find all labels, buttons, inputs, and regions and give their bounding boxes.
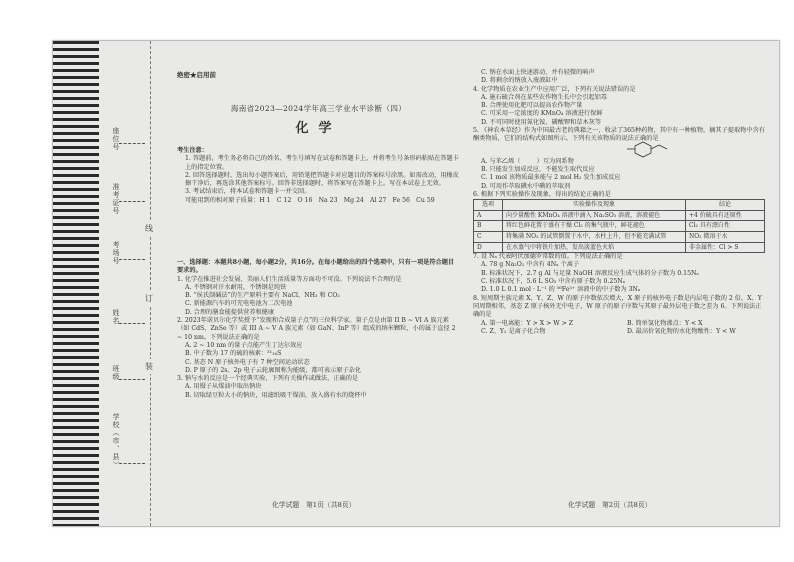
option: B. 只能发生加成反应，不能发生取代反应 [481,165,595,173]
cut-line [150,41,151,526]
option: B. 切取绿豆粒大小的钠块，用滤纸吸干煤油，放入盛有水的烧杯中 [185,391,367,399]
notice-heading: 考生注意： [177,147,208,154]
molecule-structure-icon [623,140,683,158]
notice-item: 1. 答题前，考生务必将自己的姓名、考生号填写在试卷和答题卡上，并将考生号条形码粘贴在答题卡上的指定位置。 [185,155,459,171]
option: D. 可用作萃取碘水中碘的萃取剂 [481,182,571,190]
question-3-stem: 3. 钠与水的反应是一个经典实验，下列有关操作或做法，正确的是 [177,375,359,383]
field-exam-id: 准考证号 [112,183,120,215]
field-name: 姓名 [112,309,120,325]
question-8-stem: 8. 短周期主族元素 X、Y、Z、W 的原子序数依次增大，X 原子的核外电子数是内层电子数的 2 倍，X、Y 同周期相邻，基态 Z 原子核外无中电子，W 原子的原子序数与其原子最外层电子数之差为 6。下列说法正确的是 [473,294,762,319]
notice-item: 3. 考试结束后，将本试卷和答题卡一并交回。 [185,188,311,196]
option: A. 用镊子从煤油中取出钠块 [185,383,262,391]
question-1-stem: 1. 化学在推进社会发展、美丽人们生活质量等方面功不可没。下列说法不合理的是 [177,275,402,283]
secret-label: 绝密★启用前 [177,71,216,79]
question-5-stem: 5. 《神农本草经》作为中国最古老的典籍之一，收录了365种药物，其中有一种植物，摘其子提取物中含有酮类物质，它们的结构式如图所示。下列有关该物质的说法正确的是 [473,127,765,143]
option: B. 标准状况下，2.7 g Al 与足量 NaOH 溶液反应生成气体的分子数为 0.15Nₐ [481,269,699,277]
subject-title: 化学 [295,121,342,136]
table-row: B 将红色鲜花置于盛有干燥 Cl₂ 的集气瓶中，鲜花褪色 Cl₂ 具有漂白性 [474,221,765,232]
option: D. 将剩余的钠放入废液缸中 [481,77,558,85]
option: D. 1.0 L 0.1 mol · L⁻¹ 的 ⁵⁶Fe³⁺ 溶液中的中子数为 3Nₐ [481,286,641,294]
table-row: C 将集满 NO₂ 的试管倒置于水中，水柱上升，但不能充满试管 NO₂ 微溶于水 [474,231,765,242]
option: B. 简单氢化物沸点：Y < X [627,319,703,327]
binding-stripes [53,41,99,526]
option: B. “侯氏制碱法”的生产原料主要有 NaCl、NH₃ 和 CO₂ [185,292,340,300]
table-row: D 在水蒸气中将铁片加热，发出淡蓝色火焰 非金属性：Cl > S [474,242,765,253]
option: D. 合理的膳食能提供营养和健康 [185,308,275,316]
cut-word-fix: 装 [145,359,153,374]
option: D. P 原子的 2s、2p 电子云轮廓图称为能级，都可表示原子杂化 [185,366,362,374]
experiment-table [473,199,765,253]
paper-title: 海南省2023—2024学年高三学业水平诊断（四） [230,104,407,113]
notice [177,147,460,205]
option: A. 与苯乙烯（ ）互为同系物 [481,157,574,165]
option: C. 钠在水面上快速游动，并有轻微的响声 [481,69,595,76]
table-header: 选项 实验操作及现象 结论 [474,200,765,211]
structure-figure [473,144,765,158]
option: C. 基态 N 原子核外电子有 7 种空间运动状态 [185,358,310,366]
notice-item: 可能用到的相对原子质量：H 1 C 12 O 16 Na 23 Mg 24 Al 27 Fe 56 Cu 59 [185,196,435,204]
notice-item: 2. 回答选择题时，选出每小题答案后，用铅笔把答题卡对应题目的答案标号涂黑。如需改动，用橡皮擦干净后，再选涂其他答案标号。回答非选择题时，将答案写在答题卡上。写在本试卷上无效。 [185,171,459,188]
exam-sheet [52,40,780,527]
option: B. 中子数为 17 的硫的核素：³¹₁₆S [185,350,282,358]
cut-word-line: 线 [145,221,153,236]
table-row: A 向少量酸性 KMnO₄ 溶液中滴入 Na₂SO₃ 溶液，溶液褪色 +4 价硫具有还原性 [474,210,765,221]
field-class: 班级 [112,365,120,381]
option: C. 新能源汽车的可充电电池为二次电池 [185,300,293,308]
question-2-stem: 2. 2023年诺贝尔化学奖授予“发现和合成量子点”的三位科学家。量子点是由第 II B ~ VI A 族元素（如 CdS、ZnSe 等）或 III A ~ V A 族元素（如 GaN、InP 等）组成的纳米颗粒，小的属于直径 2 ~ 10 nm。下列说法正确的是 [177,317,456,341]
question-7-stem: 7. 设 Nₐ 代表阿伏加德罗常数的值。下列说法正确的是 [473,253,623,261]
option: D. 最高价氧化物的水化物酸性：Y < W [627,327,736,335]
page-footer: 化学试题 第1页（共8页） [272,501,356,509]
option: A. 施石硫合剂在某些农作物生长中会引起铝毒 [481,93,607,101]
section-heading: 一、选择题：本题共8小题，每小题2分，共16分。在每小题给出的四个选项中，只有一项是符合题目要求的。 [177,259,455,275]
option: C. Z、Y₂ 是离子化合物 [481,327,546,335]
cut-word-bind: 订 [145,291,153,306]
option: A. 2 ~ 10 nm 的量子点能产生丁达尔效应 [185,341,303,349]
question-6-stem: 6. 根据下列实验操作及现象，得出的结论正确的是 [473,190,611,198]
option: C. 1 mol 该物质最多能与 2 mol H₂ 发生加成反应 [481,174,621,182]
question-4-stem: 4. 化学物质在农业生产中应用广泛，下列有关说法错误的是 [473,85,636,93]
page-footer: 化学试题 第2页（共8页） [568,501,652,509]
field-school: 学校（市、县） [112,413,120,469]
option: A. 不锈钢对汗水耐用，不锈钢是纯铁 [185,283,287,291]
option: C. 可采用一定浓度的 KMnO₄ 溶液进行保鲜 [481,110,603,118]
right-content [473,69,765,336]
option: C. 标准状况下，5.6 L SO₃ 中含有原子数为 0.25Nₐ [481,278,626,286]
option: A. 第一电离能：Y > X > W > Z [481,319,574,327]
option: B. 合理使用化肥可以提高农作物产量 [481,102,583,110]
option: D. 不可同时使用氮化铵、磷酸钾和草木灰等 [481,118,602,126]
field-seat: 座位号 [112,127,120,151]
section-1 [177,259,460,400]
field-room: 考场号 [112,241,120,265]
option: A. 78 g Na₂O₂ 中含有 4Nₐ 个离子 [481,261,580,269]
